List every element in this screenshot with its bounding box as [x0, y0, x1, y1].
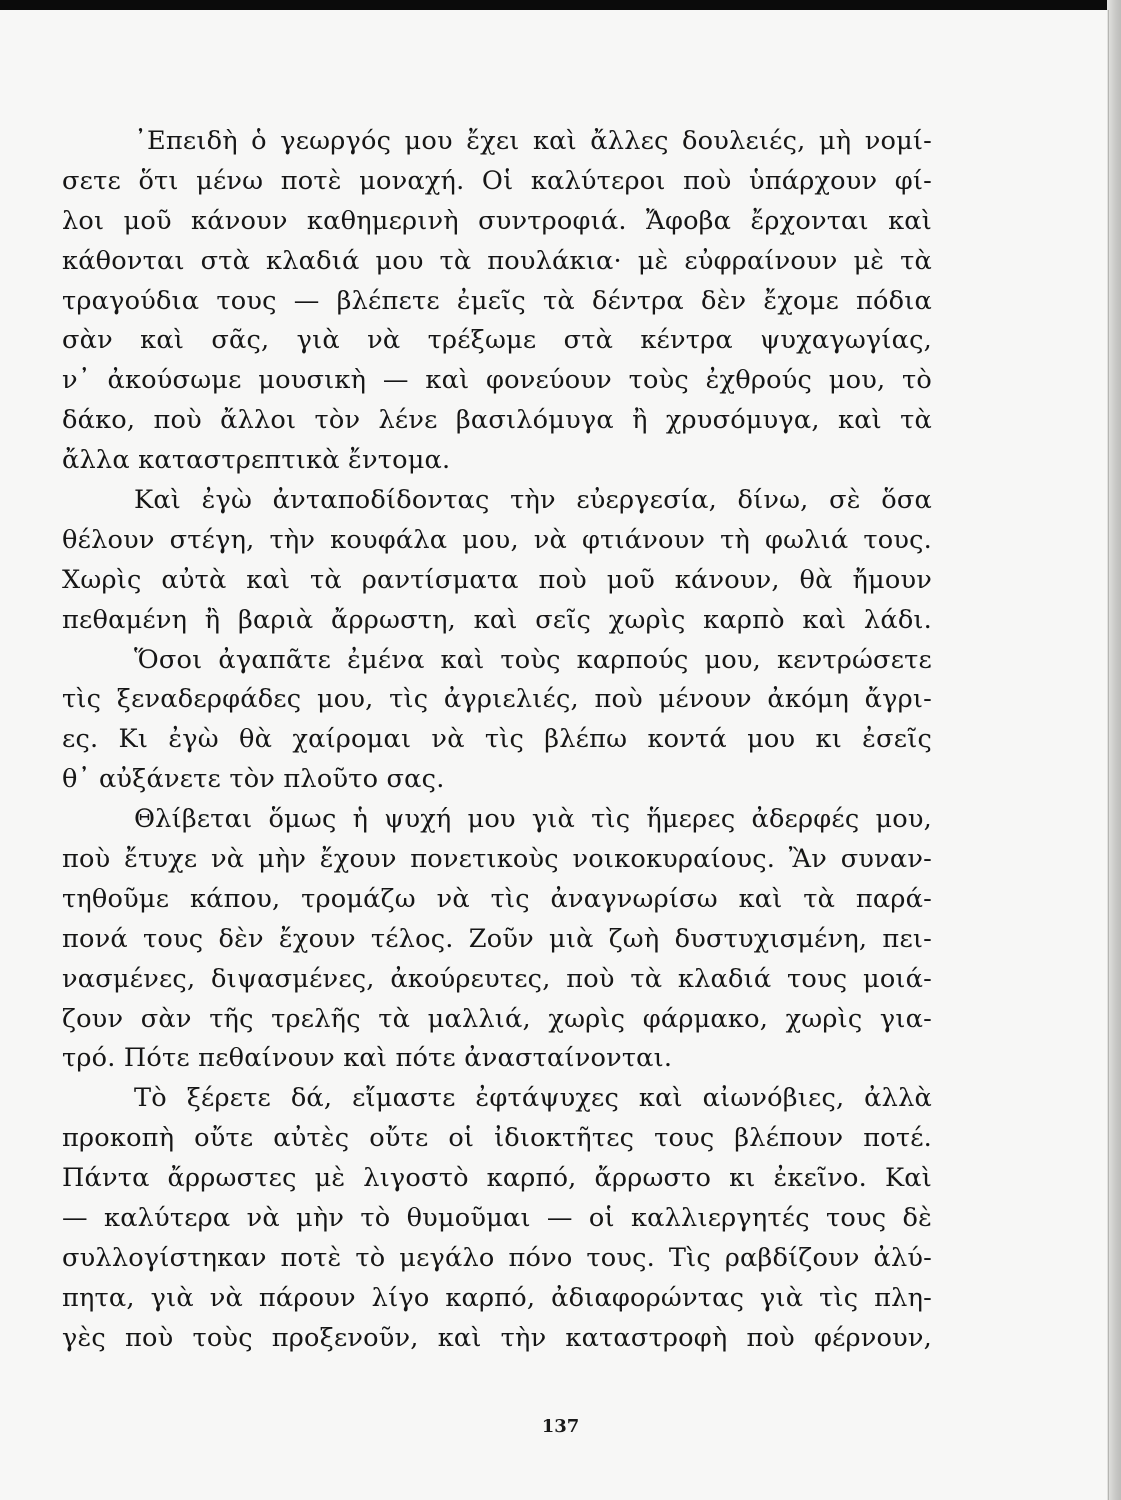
- text-line: τρό. Πότε πεθαίνουν καὶ πότε ἀνασταίνονται.: [62, 1043, 673, 1074]
- scan-top-edge: [0, 0, 1121, 10]
- text-line: — καλύτερα νὰ μὴν τὸ θυμοῦμαι — οἱ καλλιεργητές τους δὲ: [62, 1203, 932, 1234]
- page-number: 137: [541, 1416, 580, 1437]
- text-line: πητα, γιὰ νὰ πάρουν λίγο καρπό, ἀδιαφορώντας γιὰ τὶς πλη-: [62, 1282, 932, 1313]
- text-line: ἄλλα καταστρεπτικὰ ἔντομα.: [62, 445, 451, 476]
- text-line: δάκο, ποὺ ἄλλοι τὸν λένε βασιλόμυγα ἢ χρυσόμυγα, καὶ τὰ: [62, 405, 932, 436]
- text-line: σετε ὅτι μένω ποτὲ μοναχή. Οἱ καλύτεροι ποὺ ὑπάρχουν φί-: [62, 165, 932, 196]
- text-line: ν᾿ ἀκούσωμε μουσικὴ — καὶ φονεύουν τοὺς ἐχθρούς μου, τὸ: [62, 365, 932, 396]
- text-line: Θλίβεται ὅμως ἡ ψυχή μου γιὰ τὶς ἥμερες ἀδερφές μου,: [134, 804, 932, 835]
- text-line: τὶς ξεναδερφάδες μου, τὶς ἀγριελιές, ποὺ μένουν ἀκόμη ἄγρι-: [62, 684, 932, 715]
- text-line: θ᾿ αὐξάνετε τὸν πλοῦτο σας.: [62, 764, 445, 795]
- text-line: τραγούδια τους — βλέπετε ἐμεῖς τὰ δέντρα δὲν ἔχομε πόδια: [62, 285, 932, 316]
- text-line: ζουν σὰν τῆς τρελῆς τὰ μαλλιά, χωρὶς φάρμακο, χωρὶς για-: [62, 1003, 932, 1034]
- text-line: προκοπὴ οὔτε αὐτὲς οὔτε οἱ ἰδιοκτῆτες τους βλέπουν ποτέ.: [62, 1123, 932, 1154]
- text-line: πονά τους δὲν ἔχουν τέλος. Ζοῦν μιὰ ζωὴ δυστυχισμένη, πει-: [62, 923, 932, 954]
- text-line: λοι μοῦ κάνουν καθημερινὴ συντροφιά. Ἄφοβα ἔρχονται καὶ: [62, 205, 932, 236]
- text-line: θέλουν στέγη, τὴν κουφάλα μου, νὰ φτιάνουν τὴ φωλιά τους.: [62, 524, 932, 555]
- text-line: ᾿Επειδὴ ὁ γεωργός μου ἔχει καὶ ἄλλες δουλειές, μὴ νομί-: [134, 126, 932, 156]
- text-line: γὲς ποὺ τοὺς προξενοῦν, καὶ τὴν καταστροφὴ ποὺ φέρνουν,: [62, 1322, 932, 1353]
- text-line: νασμένες, διψασμένες, ἀκούρευτες, ποὺ τὰ κλαδιά τους μοιά-: [62, 963, 932, 994]
- text-line: Καὶ ἐγὼ ἀνταποδίδοντας τὴν εὐεργεσία, δίνω, σὲ ὅσα: [134, 485, 932, 516]
- page-edge-line: [1108, 10, 1109, 1500]
- text-line: ες. Κι ἐγὼ θὰ χαίρομαι νὰ τὶς βλέπω κοντά μου κι ἐσεῖς: [62, 724, 932, 755]
- page-fold-shadow: [1107, 0, 1121, 1500]
- text-line: τηθοῦμε κάπου, τρομάζω νὰ τὶς ἀναγνωρίσω καὶ τὰ παρά-: [62, 883, 932, 914]
- text-line: σὰν καὶ σᾶς, γιὰ νὰ τρέξωμε στὰ κέντρα ψυχαγωγίας,: [62, 325, 932, 356]
- text-line: πεθαμένη ἢ βαριὰ ἄρρωστη, καὶ σεῖς χωρὶς καρπὸ καὶ λάδι.: [62, 604, 932, 635]
- body-text: [62, 122, 932, 1359]
- text-line: Πάντα ἄρρωστες μὲ λιγοστὸ καρπό, ἄρρωστο κι ἐκεῖνο. Καὶ: [62, 1163, 932, 1194]
- text-line: Ὅσοι ἀγαπᾶτε ἐμένα καὶ τοὺς καρπούς μου, κεντρώσετε: [134, 644, 932, 675]
- text-line: Χωρὶς αὐτὰ καὶ τὰ ραντίσματα ποὺ μοῦ κάνουν, θὰ ἤμουν: [62, 564, 932, 595]
- text-line: συλλογίστηκαν ποτὲ τὸ μεγάλο πόνο τους. Τὶς ραβδίζουν ἀλύ-: [62, 1242, 932, 1273]
- text-line: Τὸ ξέρετε δά, εἴμαστε ἐφτάψυχες καὶ αἰωνόβιες, ἀλλὰ: [134, 1083, 932, 1114]
- text-line: ποὺ ἔτυχε νὰ μὴν ἔχουν πονετικοὺς νοικοκυραίους. Ἂν συναν-: [62, 844, 932, 875]
- text-line: κάθονται στὰ κλαδιά μου τὰ πουλάκια· μὲ εὐφραίνουν μὲ τὰ: [62, 245, 932, 276]
